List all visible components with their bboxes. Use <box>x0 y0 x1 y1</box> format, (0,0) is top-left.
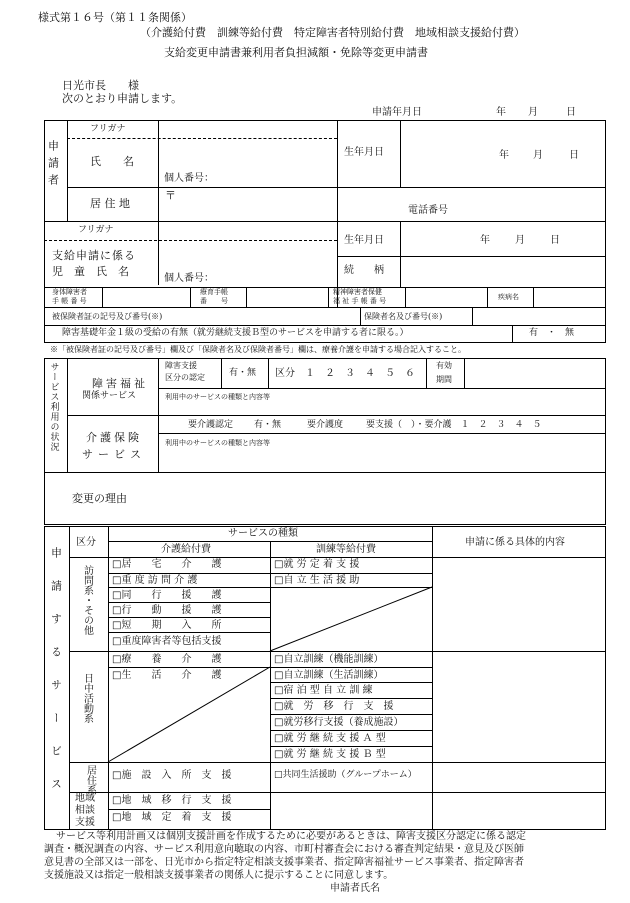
service-comprehensive[interactable]: □重度障害者等包括支援 <box>112 636 222 647</box>
applicant-name-label: 氏 名 <box>90 155 134 168</box>
mental-handbook-label-2: 福 祉 手 帳 番 号 <box>333 297 387 305</box>
pension-options[interactable]: 有 ・ 無 <box>529 328 575 338</box>
training-benefit-header: 訓練等給付費 <box>316 544 376 555</box>
community-group-label-3: 支援 <box>75 817 95 828</box>
service-group-home[interactable]: □共同生活援助（グループホーム） <box>274 770 417 780</box>
child-name-label-1: 支給申請に係る <box>52 249 136 262</box>
care-level-options[interactable]: 要支援（ ）・要介護 １ ２ ３ ４ ５ <box>366 420 542 430</box>
child-name-label-2: 児 童 氏 名 <box>52 265 129 278</box>
applicant-birth-label: 生年月日 <box>344 147 384 158</box>
care-benefit-header: 介護給付費 <box>161 544 211 555</box>
welfare-detail-label: 利用中のサービスの種類と内容等 <box>165 393 270 401</box>
community-group-label-2: 相談 <box>75 805 95 816</box>
disease-label: 疾病名 <box>498 293 519 301</box>
child-birth-year: 年 <box>480 235 490 246</box>
child-relation-label: 続 柄 <box>344 265 384 276</box>
consent-line-3: 意見書の全部又は一部を、日光市から指定特定相談支援事業者、指定障害福祉サービス事業者、指定障害者 <box>44 857 524 868</box>
care-cert-options[interactable]: 有・無 <box>254 420 282 430</box>
service-short-stay[interactable]: □短 期 入 所 <box>112 620 222 631</box>
insured-number-label: 被保険者証の記号及び番号(※) <box>52 312 163 321</box>
insurer-label: 保険者名及び番号(※) <box>364 312 443 321</box>
child-birth-month: 月 <box>515 235 525 246</box>
benefit-types: （介護給付費 訓練等給付費 特定障害者特別給付費 地域相談支援給付費） <box>140 26 525 39</box>
change-reason-label: 変更の理由 <box>72 492 127 505</box>
physical-handbook-label-1: 身体障害者 <box>52 288 87 296</box>
apply-services-label: 申請するサービス <box>49 547 63 811</box>
addressee: 日光市長 様 <box>62 79 139 92</box>
service-residential-training[interactable]: □宿 泊 型 自 立 訓 練 <box>274 685 373 696</box>
welfare-label-1: 障害福祉 <box>92 377 148 390</box>
visit-group-label: 訪問系・その他 <box>81 565 93 635</box>
postal-mark: 〒 <box>165 189 176 202</box>
applicant-birth-month: 月 <box>533 150 543 161</box>
service-work-transition-school[interactable]: □就労移行支援（養成施設） <box>274 717 404 728</box>
service-behavior-support[interactable]: □行 動 援 護 <box>112 605 222 616</box>
service-work-continue-a[interactable]: □就 労 継 続 支 援 Ａ 型 <box>274 733 386 744</box>
consent-line-4: 支援施設又は指定一般相談支援事業者の関係人に提示することに同意します。 <box>44 870 394 881</box>
detail-header: 申請に係る具体的内容 <box>465 537 565 548</box>
service-function-training[interactable]: □自立訓練（機能訓練） <box>274 654 384 665</box>
signature-label: 申請者氏名 <box>330 883 380 894</box>
service-independent-living[interactable]: □自 立 生 活 援 助 <box>274 575 360 586</box>
service-living-care[interactable]: □生 活 介 護 <box>112 670 222 681</box>
service-types-header: サービスの種類 <box>228 528 298 539</box>
insurance-note: ※「被保険者証の記号及び番号」欄及び「保険者名及び保険者番号」欄は、療養介護を申請する場合記入すること。 <box>50 345 466 354</box>
service-community-settlement[interactable]: □地 域 定 着 支 援 <box>112 812 232 823</box>
usage-section-label: サービス利用の状況 <box>48 362 59 452</box>
valid-period-label-2: 期間 <box>436 375 452 384</box>
support-kubun-options[interactable]: 区分 １ ２ ３ ４ ５ ６ <box>275 368 415 379</box>
service-work-transition[interactable]: □就 労 移 行 支 援 <box>274 701 394 712</box>
pension-question: 障害基礎年金１級の受給の有無（就労継続支援Ｂ型のサービスを申請する者に限る。） <box>62 328 409 338</box>
service-work-continue-b[interactable]: □就 労 継 続 支 援 Ｂ 型 <box>274 749 386 760</box>
care-insurance-label-1: 介護保険 <box>86 431 142 444</box>
consent-line-1: サービス等利用計画又は個別支援計画を作成するために必要があるときは、障害支援区分認定に係る認定 <box>56 831 526 842</box>
service-medical-care[interactable]: □療 養 介 護 <box>112 654 222 665</box>
valid-period-label-1: 有効 <box>436 361 452 370</box>
rehab-handbook-label-1: 療育手帳 <box>200 288 228 296</box>
date-month: 月 <box>528 107 538 118</box>
service-accompany[interactable]: □同 行 援 護 <box>112 590 222 601</box>
date-label: 申請年月日 <box>372 107 422 118</box>
care-insurance-label-2: サービス <box>82 448 146 461</box>
kubun-header: 区分 <box>76 537 96 548</box>
phone-label: 電話番号 <box>408 205 448 216</box>
service-community-transition[interactable]: □地 域 移 行 支 援 <box>112 795 232 806</box>
lead-text: 次のとおり申請します。 <box>62 92 183 105</box>
care-cert-label: 要介護認定 <box>188 420 234 430</box>
care-detail-label: 利用中のサービスの種類と内容等 <box>165 439 270 447</box>
child-birth-label: 生年月日 <box>344 235 384 246</box>
support-cert-label-1: 障害支援 <box>165 361 197 370</box>
date-day: 日 <box>566 107 576 118</box>
welfare-label-2: 関係サービス <box>82 391 137 401</box>
service-facility-admission[interactable]: □施 設 入 所 支 援 <box>112 770 232 781</box>
mental-handbook-label-1: 精神障害者保健 <box>333 288 382 296</box>
form-number: 様式第１６号（第１１条関係） <box>38 11 192 24</box>
applicant-birth-day: 日 <box>569 150 579 161</box>
service-life-training[interactable]: □自立訓練（生活訓練） <box>274 670 384 681</box>
day-activity-group-label: 日中活動系 <box>81 673 93 723</box>
child-birth-day: 日 <box>550 235 560 246</box>
community-group-label-1: 地域 <box>75 793 95 804</box>
service-heavy-visit-care[interactable]: □重 度 訪 問 介 護 <box>112 575 198 586</box>
applicant-birth-year: 年 <box>499 150 509 161</box>
applicant-furigana-label: フリガナ <box>90 124 126 134</box>
form-title: 支給変更申請書兼利用者負担減額・免除等変更申請書 <box>164 46 428 59</box>
child-furigana-label: フリガナ <box>78 225 114 235</box>
consent-line-2: 調査・概況調査の内容、サービス利用意向聴取の内容、市町村審査会における審査判定結果・意見及び医師 <box>44 844 524 855</box>
rehab-handbook-label-2: 番 号 <box>200 297 228 305</box>
support-cert-label-2: 区分の認定 <box>165 373 205 382</box>
applicant-mynumber-label: 個人番号： <box>164 173 214 184</box>
service-work-retention[interactable]: □就 労 定 着 支 援 <box>274 559 360 570</box>
care-level-label: 要介護度 <box>307 420 344 430</box>
applicant-address-label: 居 住 地 <box>90 197 130 210</box>
child-mynumber-label: 個人番号： <box>164 273 214 284</box>
physical-handbook-label-2: 手 帳 番 号 <box>52 297 87 305</box>
date-year: 年 <box>496 107 506 118</box>
applicant-section-label: 申請者 <box>46 140 60 191</box>
support-cert-options[interactable]: 有・無 <box>229 368 257 378</box>
residential-group-label: 居住系 <box>84 765 96 795</box>
service-home-care[interactable]: □居 宅 介 護 <box>112 559 222 570</box>
